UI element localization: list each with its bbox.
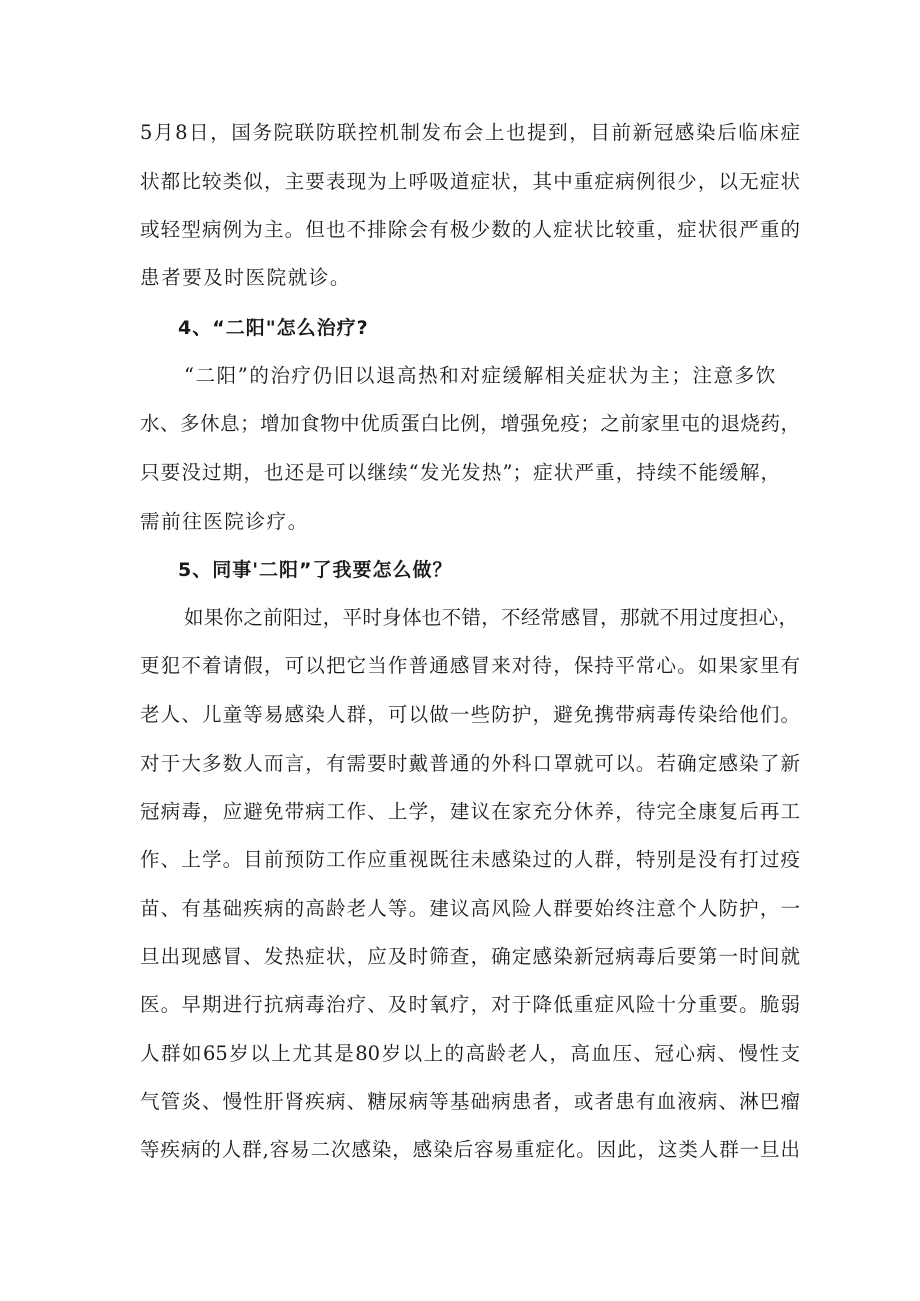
paragraph-line: 需前往医院诊疗。	[140, 510, 309, 533]
paragraph-line: 更犯不着请假，可以把它当作普通感冒来对待，保持平常心。如果家里有	[140, 654, 800, 677]
paragraph-line: 如果你之前阳过，平时身体也不错，不经常感冒，那就不用过度担心，	[184, 606, 798, 629]
paragraph-line: 水、多休息；增加食物中优质蛋白比例，增强免疫；之前家里屯的退烧药，	[140, 412, 800, 435]
paragraph-line: 患者要及时医院就诊。	[140, 266, 352, 289]
section-4-heading: 4、“二阳"怎么治疗?	[178, 317, 369, 339]
paragraph-line: 作、上学。目前预防工作应重视既往未感染过的人群，特别是没有打过疫	[140, 848, 800, 871]
paragraph-line: 旦出现感冒、发热症状，应及时筛查，确定感染新冠病毒后要第一时间就	[140, 945, 800, 968]
section-5-heading: 5、同事'二阳”了我要怎么做？	[178, 559, 453, 581]
paragraph-line: “二阳”的治疗仍旧以退高热和对症缓解相关症状为主；注意多饮	[184, 364, 777, 387]
paragraph-line: 医。早期进行抗病毒治疗、及时氧疗，对于降低重症风险十分重要。脆弱	[140, 993, 800, 1016]
paragraph-line: 只要没过期，也还是可以继续“发光发热”；症状严重，持续不能缓解，	[140, 461, 780, 484]
paragraph-line: 或轻型病例为主。但也不排除会有极少数的人症状比较重，症状很严重的	[140, 218, 800, 241]
paragraph-line: 等疾病的人群,容易二次感染，感染后容易重症化。因此，这类人群一旦出	[140, 1138, 800, 1161]
paragraph-line: 对于大多数人而言，有需要时戴普通的外科口罩就可以。若确定感染了新	[140, 752, 800, 775]
paragraph-line: 人群如65岁以上尤其是80岁以上的高龄老人，高血压、冠心病、慢性支	[140, 1042, 800, 1065]
paragraph-line: 老人、儿童等易感染人群，可以做一些防护，避免携带病毒传染给他们。	[140, 703, 800, 726]
paragraph-line: 状都比较类似，主要表现为上呼吸道症状，其中重症病例很少，以无症状	[140, 170, 800, 193]
paragraph-line: 苗、有基础疾病的高龄老人等。建议高风险人群要始终注意个人防护，一	[140, 897, 800, 920]
paragraph-line: 冠病毒，应避免带病工作、上学，建议在家充分休养，待完全康复后再工	[140, 800, 800, 823]
paragraph-line: 气管炎、慢性肝肾疾病、糖尿病等基础病患者，或者患有血液病、淋巴瘤	[140, 1090, 800, 1113]
paragraph-line: 5月8日，国务院联防联控机制发布会上也提到，目前新冠感染后临床症	[140, 121, 800, 144]
